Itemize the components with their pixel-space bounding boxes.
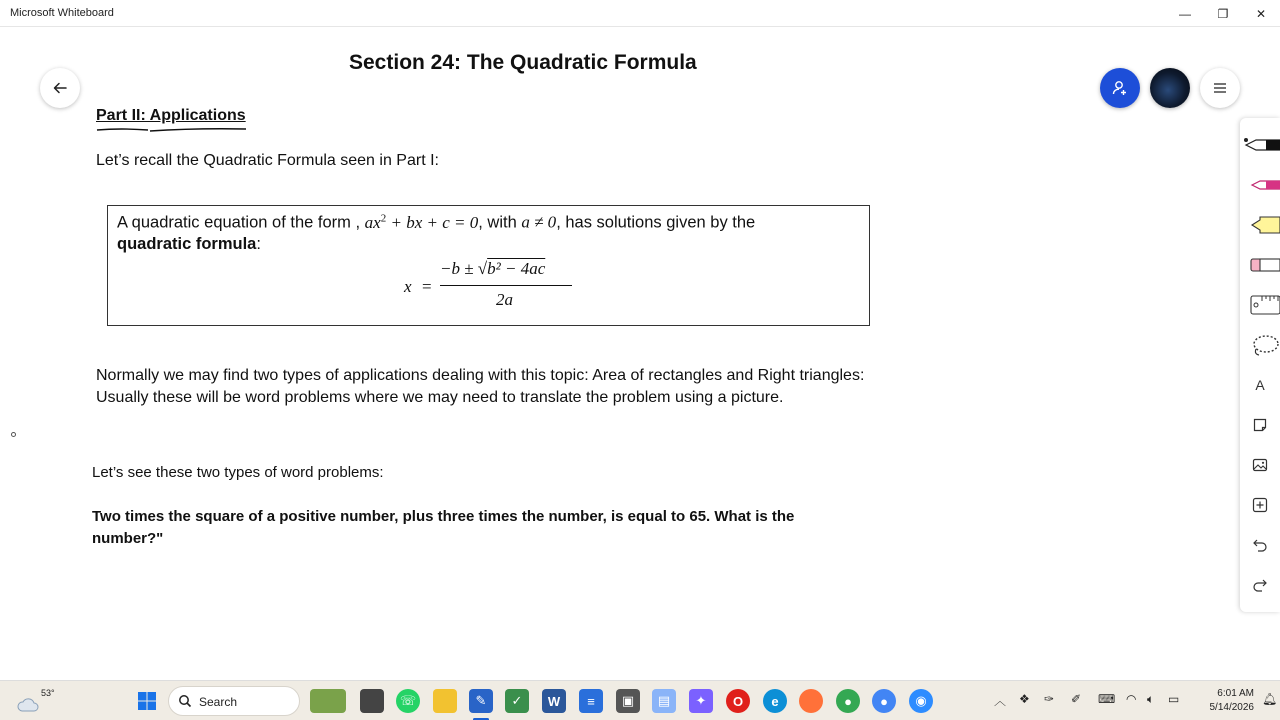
add-icon: [1252, 497, 1268, 513]
back-button[interactable]: [40, 68, 80, 108]
ruler-icon: [1250, 294, 1280, 316]
problem-line: number?": [92, 530, 164, 547]
editor-app-icon[interactable]: ✓: [505, 689, 529, 713]
redo-icon: [1252, 577, 1268, 593]
notepad-icon[interactable]: ≡: [579, 689, 603, 713]
start-button[interactable]: [135, 689, 159, 713]
settings-menu-button[interactable]: [1200, 68, 1240, 108]
problem-line: Two times the square of a positive number, plus three times the number, is equal to 65. What is the: [92, 508, 795, 525]
word-icon[interactable]: W: [542, 689, 566, 713]
weather-widget[interactable]: [14, 685, 54, 717]
yellow-highlighter-icon: [1250, 214, 1280, 236]
formula-name: quadratic formula: [117, 235, 257, 253]
search-icon: [178, 694, 192, 708]
copilot-icon[interactable]: ✦: [689, 689, 713, 713]
definition-suffix: , has solutions given by the: [556, 213, 756, 232]
taskbar-search[interactable]: [168, 686, 300, 716]
condition-term: a ≠ 0: [521, 212, 557, 232]
tool-eraser[interactable]: [1240, 248, 1280, 282]
tool-highlighter[interactable]: [1240, 208, 1280, 242]
undo-icon: [1252, 537, 1268, 553]
arrow-left-icon: [52, 80, 68, 96]
share-button[interactable]: [1100, 68, 1140, 108]
formula-definition-line: [117, 212, 755, 233]
opera-icon[interactable]: O: [726, 689, 750, 713]
tool-redo[interactable]: [1240, 568, 1280, 602]
formula-equals: =: [422, 277, 432, 296]
intro-text: Let’s see these two types of word problems:: [92, 464, 384, 481]
firefox-icon[interactable]: [799, 689, 823, 713]
person-add-icon: [1111, 79, 1129, 97]
user-avatar[interactable]: [1150, 68, 1190, 108]
media-app-icon[interactable]: ▣: [616, 689, 640, 713]
text-icon: A: [1255, 377, 1265, 393]
equation-rest: + bx + c = 0: [390, 212, 479, 232]
weather-temperature: 53°: [41, 688, 55, 698]
formula-name-line: [117, 235, 261, 254]
tool-ruler[interactable]: [1240, 288, 1280, 322]
image-icon: [1252, 457, 1268, 473]
formula-numerator: [440, 259, 545, 279]
numerator-prefix: −b ± √: [440, 259, 488, 278]
section-title: Section 24: The Quadratic Formula: [349, 51, 697, 74]
tool-add[interactable]: [1240, 488, 1280, 522]
tool-lasso[interactable]: [1240, 328, 1280, 362]
tool-undo[interactable]: [1240, 528, 1280, 562]
document-app-icon[interactable]: ▤: [652, 689, 676, 713]
tool-text[interactable]: [1240, 368, 1280, 402]
task-view-icon[interactable]: [360, 689, 384, 713]
widget-landscape-icon[interactable]: [310, 689, 346, 713]
whatsapp-icon[interactable]: ☏: [396, 689, 420, 713]
windows-logo-icon: [137, 691, 157, 711]
formula-denominator: 2a: [496, 290, 513, 309]
maximize-button[interactable]: ❐: [1217, 6, 1229, 21]
wifi-icon[interactable]: ◠: [1126, 692, 1137, 706]
part-title: Part II: Applications: [96, 107, 246, 124]
window-title: Microsoft Whiteboard: [10, 7, 114, 19]
tool-black-pen[interactable]: [1240, 128, 1280, 162]
lasso-icon: [1250, 333, 1280, 357]
note-icon: [1252, 417, 1268, 433]
ink-dot: [11, 432, 16, 437]
whiteboard-canvas[interactable]: [0, 28, 1280, 680]
equation-term: [365, 213, 479, 232]
quadratic-formula-box[interactable]: [107, 205, 870, 326]
chrome-profile-icon[interactable]: ●: [872, 689, 896, 713]
chrome-icon[interactable]: ●: [836, 689, 860, 713]
close-button[interactable]: ✕: [1255, 6, 1267, 21]
file-explorer-icon[interactable]: [433, 689, 457, 713]
equation-exponent: 2: [380, 212, 387, 224]
tool-image[interactable]: [1240, 448, 1280, 482]
eraser-icon: [1250, 257, 1280, 273]
whiteboard-app-icon[interactable]: ✎: [469, 689, 493, 713]
applications-paragraph: [96, 365, 996, 409]
clock-time: 6:01 AM: [1217, 688, 1254, 699]
recall-text: Let’s recall the Quadratic Formula seen in Part I:: [96, 152, 439, 169]
fraction-bar: [440, 285, 572, 286]
zoom-icon[interactable]: ◉: [909, 689, 933, 713]
notification-bell-icon[interactable]: 🔔︎: [1262, 692, 1278, 706]
paragraph-line: Usually these will be word problems where we may need to translate the problem using a picture.: [96, 389, 784, 406]
keyboard-icon[interactable]: ⌨: [1098, 692, 1116, 706]
title-bar: [0, 0, 1280, 27]
volume-icon[interactable]: 🔈︎: [1147, 692, 1155, 706]
clock-date: 5/14/2026: [1209, 702, 1254, 713]
minimize-button[interactable]: —: [1179, 6, 1191, 21]
definition-mid: , with: [478, 213, 517, 232]
definition-prefix: A quadratic equation of the form ,: [117, 213, 361, 232]
pink-pen-icon: [1250, 177, 1280, 193]
dropbox-icon[interactable]: ❖: [1019, 692, 1030, 706]
tray-chevron-icon[interactable]: ︿: [994, 694, 1007, 708]
inking-toolbar: [1240, 118, 1280, 612]
pen-input-icon[interactable]: ✑: [1044, 692, 1055, 706]
windows-taskbar: [0, 680, 1280, 720]
paragraph-line: Normally we may find two types of applications dealing with this topic: Area of rectangles and Right triangles:: [96, 367, 865, 384]
formula-x: x: [404, 277, 412, 296]
cloud-icon: [16, 697, 40, 713]
search-label: Search: [199, 695, 238, 709]
hamburger-menu-icon: [1212, 81, 1228, 95]
system-clock[interactable]: [1192, 687, 1254, 715]
edge-icon[interactable]: e: [763, 689, 787, 713]
handwritten-underline: [96, 126, 256, 134]
active-indicator: [1244, 138, 1248, 142]
numerator-radicand: b² − 4ac: [487, 259, 546, 278]
equation-ax: ax: [364, 212, 381, 232]
pen-menu-icon[interactable]: ✐: [1071, 692, 1082, 706]
battery-icon[interactable]: ▭: [1168, 692, 1180, 706]
word-problem: [92, 506, 852, 550]
tool-pink-pen[interactable]: [1240, 168, 1280, 202]
formula-colon: :: [256, 235, 261, 253]
tool-note[interactable]: [1240, 408, 1280, 442]
